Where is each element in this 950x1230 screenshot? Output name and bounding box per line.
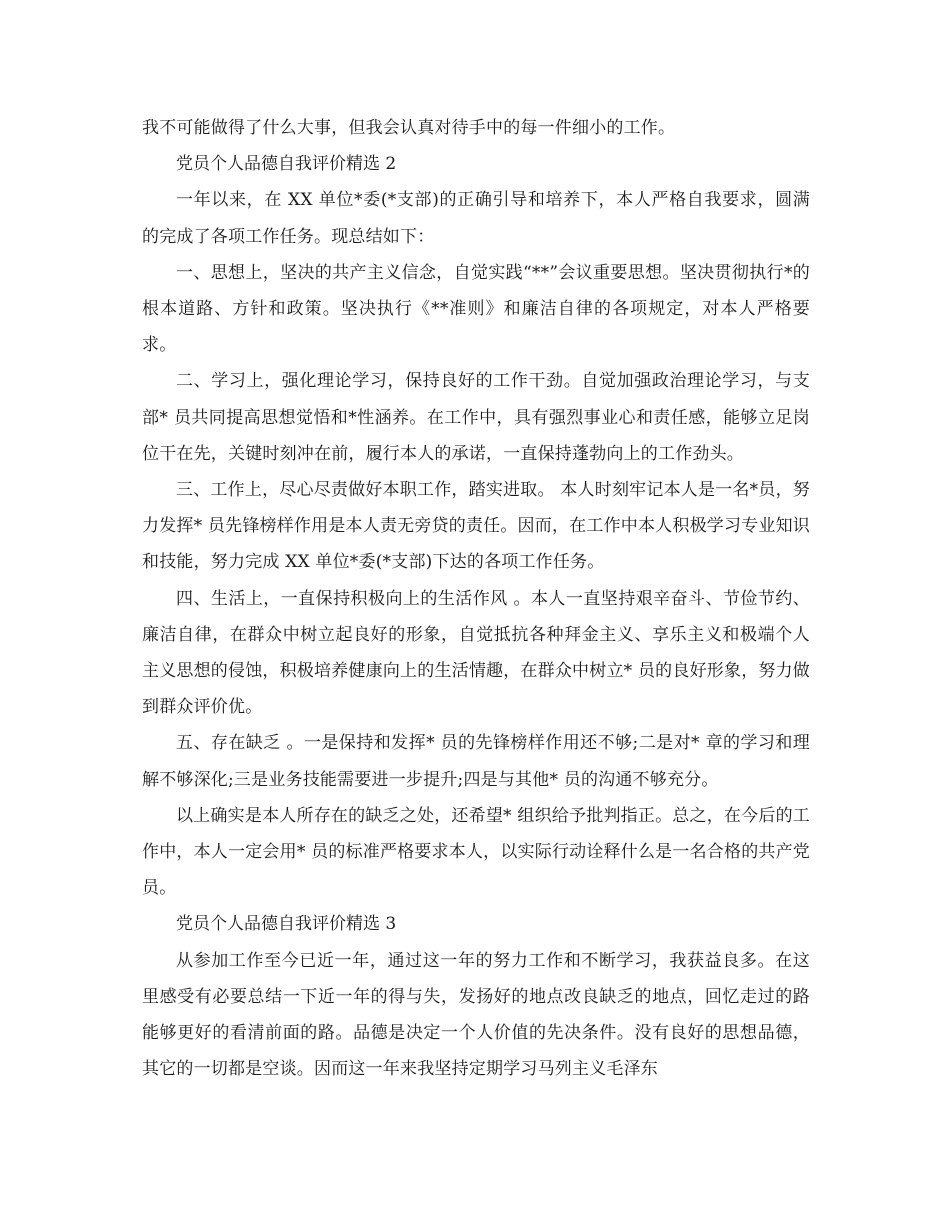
paragraph-continuation: 我不可能做得了什么大事，但我会认真对待手中的每一件细小的工作。 — [142, 118, 676, 138]
document-body — [142, 110, 810, 1087]
paragraph-life: 四、生活上，一直保持积极向上的生活作风 。本人一直坚持艰辛奋斗、节俭节约、廉洁自律，在群众中树立起良好的形象，自觉抵抗各种拜金主义、享乐主义和极端个人主义思想的侵蚀，积极培养健康向上的生活情趣，在群众中树立* 员的良好形象，努力做到群众评价优。 — [142, 588, 810, 718]
section-heading-3: 党员个人品德自我评价精选 3 — [176, 914, 397, 935]
section-heading-2: 党员个人品德自我评价精选 2 — [176, 154, 397, 175]
paragraph-shortcomings: 五、存在缺乏 。一是保持和发挥* 员的先锋榜样作用还不够;二是对* 章的学习和理解不够深化;三是业务技能需要进一步提升;四是与其他* 员的沟通不够充分。 — [142, 733, 810, 790]
paragraph-summary: 以上确实是本人所存在的缺乏之处，还希望* 组织给予批判指正。总之，在今后的工作中，本人一定会用* 员的标准严格要求本人，以实际行动诠释什么是一名合格的共产党员。 — [142, 805, 810, 899]
paragraph-reflection: 从参加工作至今已近一年，通过这一年的努力工作和不断学习，我获益良多。在这里感受有必要总结一下近一年的得与失，发扬好的地点改良缺乏的地点，回忆走过的路能够更好的看清前面的路。品德是决定一个人价值的先决条件。没有良好的思想品德，其它的一切都是空谈。因而这一年来我坚持定期学习马列主义毛泽东 — [142, 950, 810, 1080]
paragraph-work: 三、工作上，尽心尽责做好本职工作，踏实进取。 本人时刻牢记本人是一名*员，努力发挥* 员先锋榜样作用是本人责无旁贷的责任。因而，在工作中本人积极学习专业知识和技能，努力完成 XX 单位*委(*支部)下达的各项工作任务。 — [142, 480, 810, 573]
paragraph-study: 二、学习上，强化理论学习，保持良好的工作干劲。自觉加强政治理论学习，与支部* 员共同提高思想觉悟和*性涵养。在工作中，具有强烈事业心和责任感，能够立足岗位干在先，关键时刻冲在前，履行本人的承诺，一直保持蓬勃向上的工作劲头。 — [142, 371, 810, 464]
paragraph-thought: 一、思想上，坚决的共产主义信念，自觉实践“**”会议重要思想。坚决贯彻执行*的根本道路、方针和政策。坚决执行《**准则》和廉洁自律的各项规定，对本人严格要求。 — [142, 262, 810, 356]
paragraph-intro: 一年以来，在 XX 单位*委(*支部)的正确引导和培养下，本人严格自我要求，圆满的完成了各项工作任务。现总结如下： — [142, 190, 810, 247]
